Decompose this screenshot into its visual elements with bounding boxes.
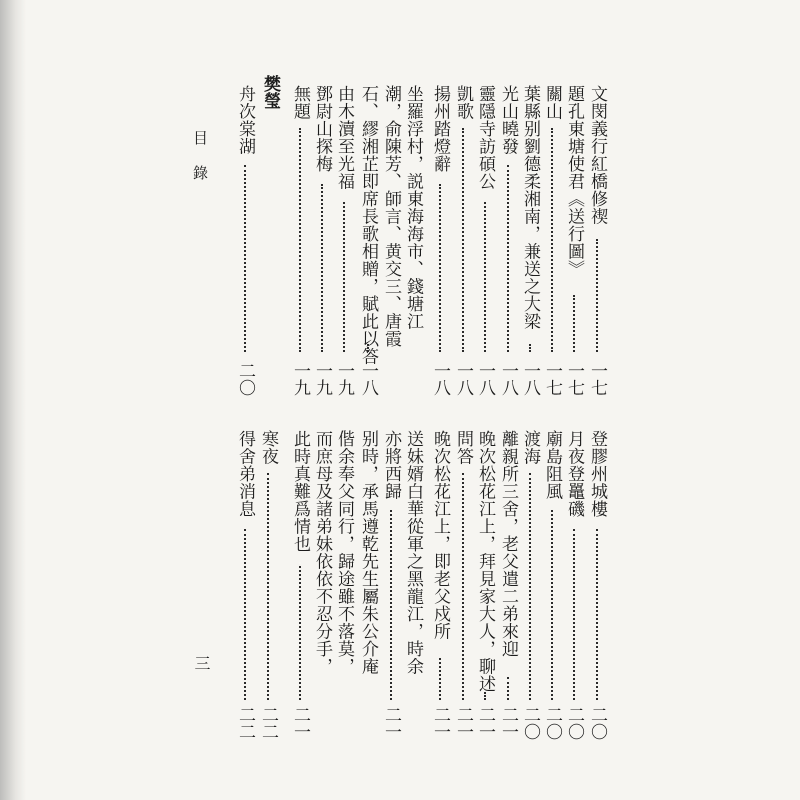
toc-leader-dots — [573, 295, 575, 353]
toc-entry-title: 廟島阻風 — [542, 430, 562, 500]
toc-page-number: 二〇 — [542, 706, 562, 740]
toc-entry-title: 由木瀆至光福 — [334, 85, 354, 190]
toc-entry-title: 亦將西歸 — [381, 430, 401, 500]
toc-leader-dots — [507, 165, 509, 352]
toc-entry-title: 登膠州城樓 — [587, 430, 607, 518]
toc-leader-dots — [551, 510, 553, 700]
section-author: 樊瑩 — [260, 75, 280, 109]
toc-entry-title: 題孔東塘使君《送行圖》 — [564, 85, 584, 278]
toc-entry-title: 送妹婿白華從軍之黑龍江，時余 — [403, 430, 423, 675]
toc-entry-title: 月夜登鼉磯 — [564, 430, 584, 518]
toc-entry-title: 鄧尉山探梅 — [312, 85, 332, 173]
toc-entry-title: 而庶母及諸弟妹依依不忍分手， — [312, 430, 332, 675]
toc-entry-title: 晚次松花江上，即老父戍所 — [430, 430, 450, 640]
toc-leader-dots — [462, 473, 464, 700]
toc-page-number: 二一 — [290, 706, 310, 740]
toc-leader-dots — [244, 165, 246, 352]
toc-entry-title: 靈隱寺訪碩公 — [475, 85, 495, 190]
toc-entry-title: 渡海 — [520, 430, 540, 465]
toc-entry-title: 葉縣别劉德柔湘南，兼送之大梁 — [520, 85, 540, 330]
toc-leader-dots — [507, 677, 509, 701]
toc-leader-dots — [299, 128, 301, 352]
toc-page-number: 一八 — [358, 362, 378, 396]
toc-entry-title: 偕余奉父同行，歸途雖不落莫， — [334, 430, 354, 675]
toc-entry-title: 得舍弟消息 — [235, 430, 255, 518]
toc-page-number: 二〇 — [587, 706, 607, 740]
toc-entry-title: 潮，俞陳芳、師言、黄交三、唐霞 — [381, 85, 401, 348]
toc-page-number: 二一 — [430, 706, 450, 740]
toc-leader-dots — [299, 566, 301, 701]
toc-page-number: 二〇 — [564, 706, 584, 740]
toc-leader-dots — [390, 510, 392, 700]
toc-leader-dots — [529, 344, 531, 352]
toc-entry-title: 關山 — [542, 85, 562, 120]
running-head: 目錄 — [191, 130, 209, 200]
toc-leader-dots — [484, 202, 486, 352]
page-gutter-shadow — [0, 0, 26, 800]
toc-leader-dots — [596, 239, 598, 352]
toc-entry-title: 此時真難爲情也 — [290, 430, 310, 553]
toc-leader-dots — [462, 128, 464, 352]
toc-entry-title: 光山曉發 — [498, 85, 518, 155]
toc-leader-dots — [321, 184, 323, 353]
toc-entry-title: 凱歌 — [453, 85, 473, 120]
toc-leader-dots — [439, 184, 441, 353]
toc-page-number: 二一 — [381, 706, 401, 740]
toc-entry-title: 石、繆湘芷即席長歌相贈，賦此以答 — [358, 85, 378, 365]
toc-page-number: 二二 — [235, 706, 255, 740]
toc-leader-dots — [551, 128, 553, 352]
toc-page-number: 一八 — [475, 362, 495, 396]
toc-page-number: 二一 — [498, 706, 518, 740]
toc-page-number: 一八 — [430, 362, 450, 396]
toc-page-number: 一八 — [520, 362, 540, 396]
toc-leader-dots — [439, 658, 441, 700]
page-number: 三 — [192, 655, 211, 671]
toc-leader-dots — [573, 529, 575, 701]
toc-page-number: 二〇 — [520, 706, 540, 740]
toc-page-number: 一八 — [453, 362, 473, 396]
toc-entry-title: 文閔義行紅橋修禊 — [587, 85, 607, 225]
toc-page-number: 一九 — [312, 362, 332, 396]
toc-leader-dots — [267, 473, 269, 700]
toc-entry-title: 别時，承馬遵乾先生屬朱公介庵 — [358, 430, 378, 675]
toc-entry-title: 揚州踏燈辭 — [430, 85, 450, 173]
toc-leader-dots — [484, 692, 486, 700]
toc-page-number: 一九 — [334, 362, 354, 396]
toc-entry-title: 晚次松花江上，拜見家大人，聊述 — [475, 430, 495, 693]
toc-page-number: 一七 — [564, 362, 584, 396]
toc-page-number: 一七 — [542, 362, 562, 396]
toc-entry-title: 問答 — [453, 430, 473, 465]
toc-leader-dots — [367, 344, 369, 352]
toc-page-number: 二〇 — [235, 362, 255, 396]
toc-page-number: 二一 — [475, 706, 495, 740]
toc-page-number: 二一 — [453, 706, 473, 740]
toc-page-number: 一九 — [290, 362, 310, 396]
toc-entry-title: 寒夜 — [258, 430, 278, 465]
toc-entry-title: 無題 — [290, 85, 310, 120]
toc-leader-dots — [529, 473, 531, 700]
toc-page-number: 二二 — [258, 706, 278, 740]
toc-leader-dots — [244, 529, 246, 701]
toc-entry-title: 舟次棠湖 — [235, 85, 255, 155]
toc-entry-title: 離親所三舍，老父遣二弟來迎 — [498, 430, 518, 658]
toc-leader-dots — [596, 529, 598, 701]
toc-leader-dots — [343, 202, 345, 352]
toc-page-number: 一八 — [498, 362, 518, 396]
toc-entry-title: 坐羅浮村，説東海海市、錢塘江 — [403, 85, 423, 330]
toc-page-number: 一七 — [587, 362, 607, 396]
